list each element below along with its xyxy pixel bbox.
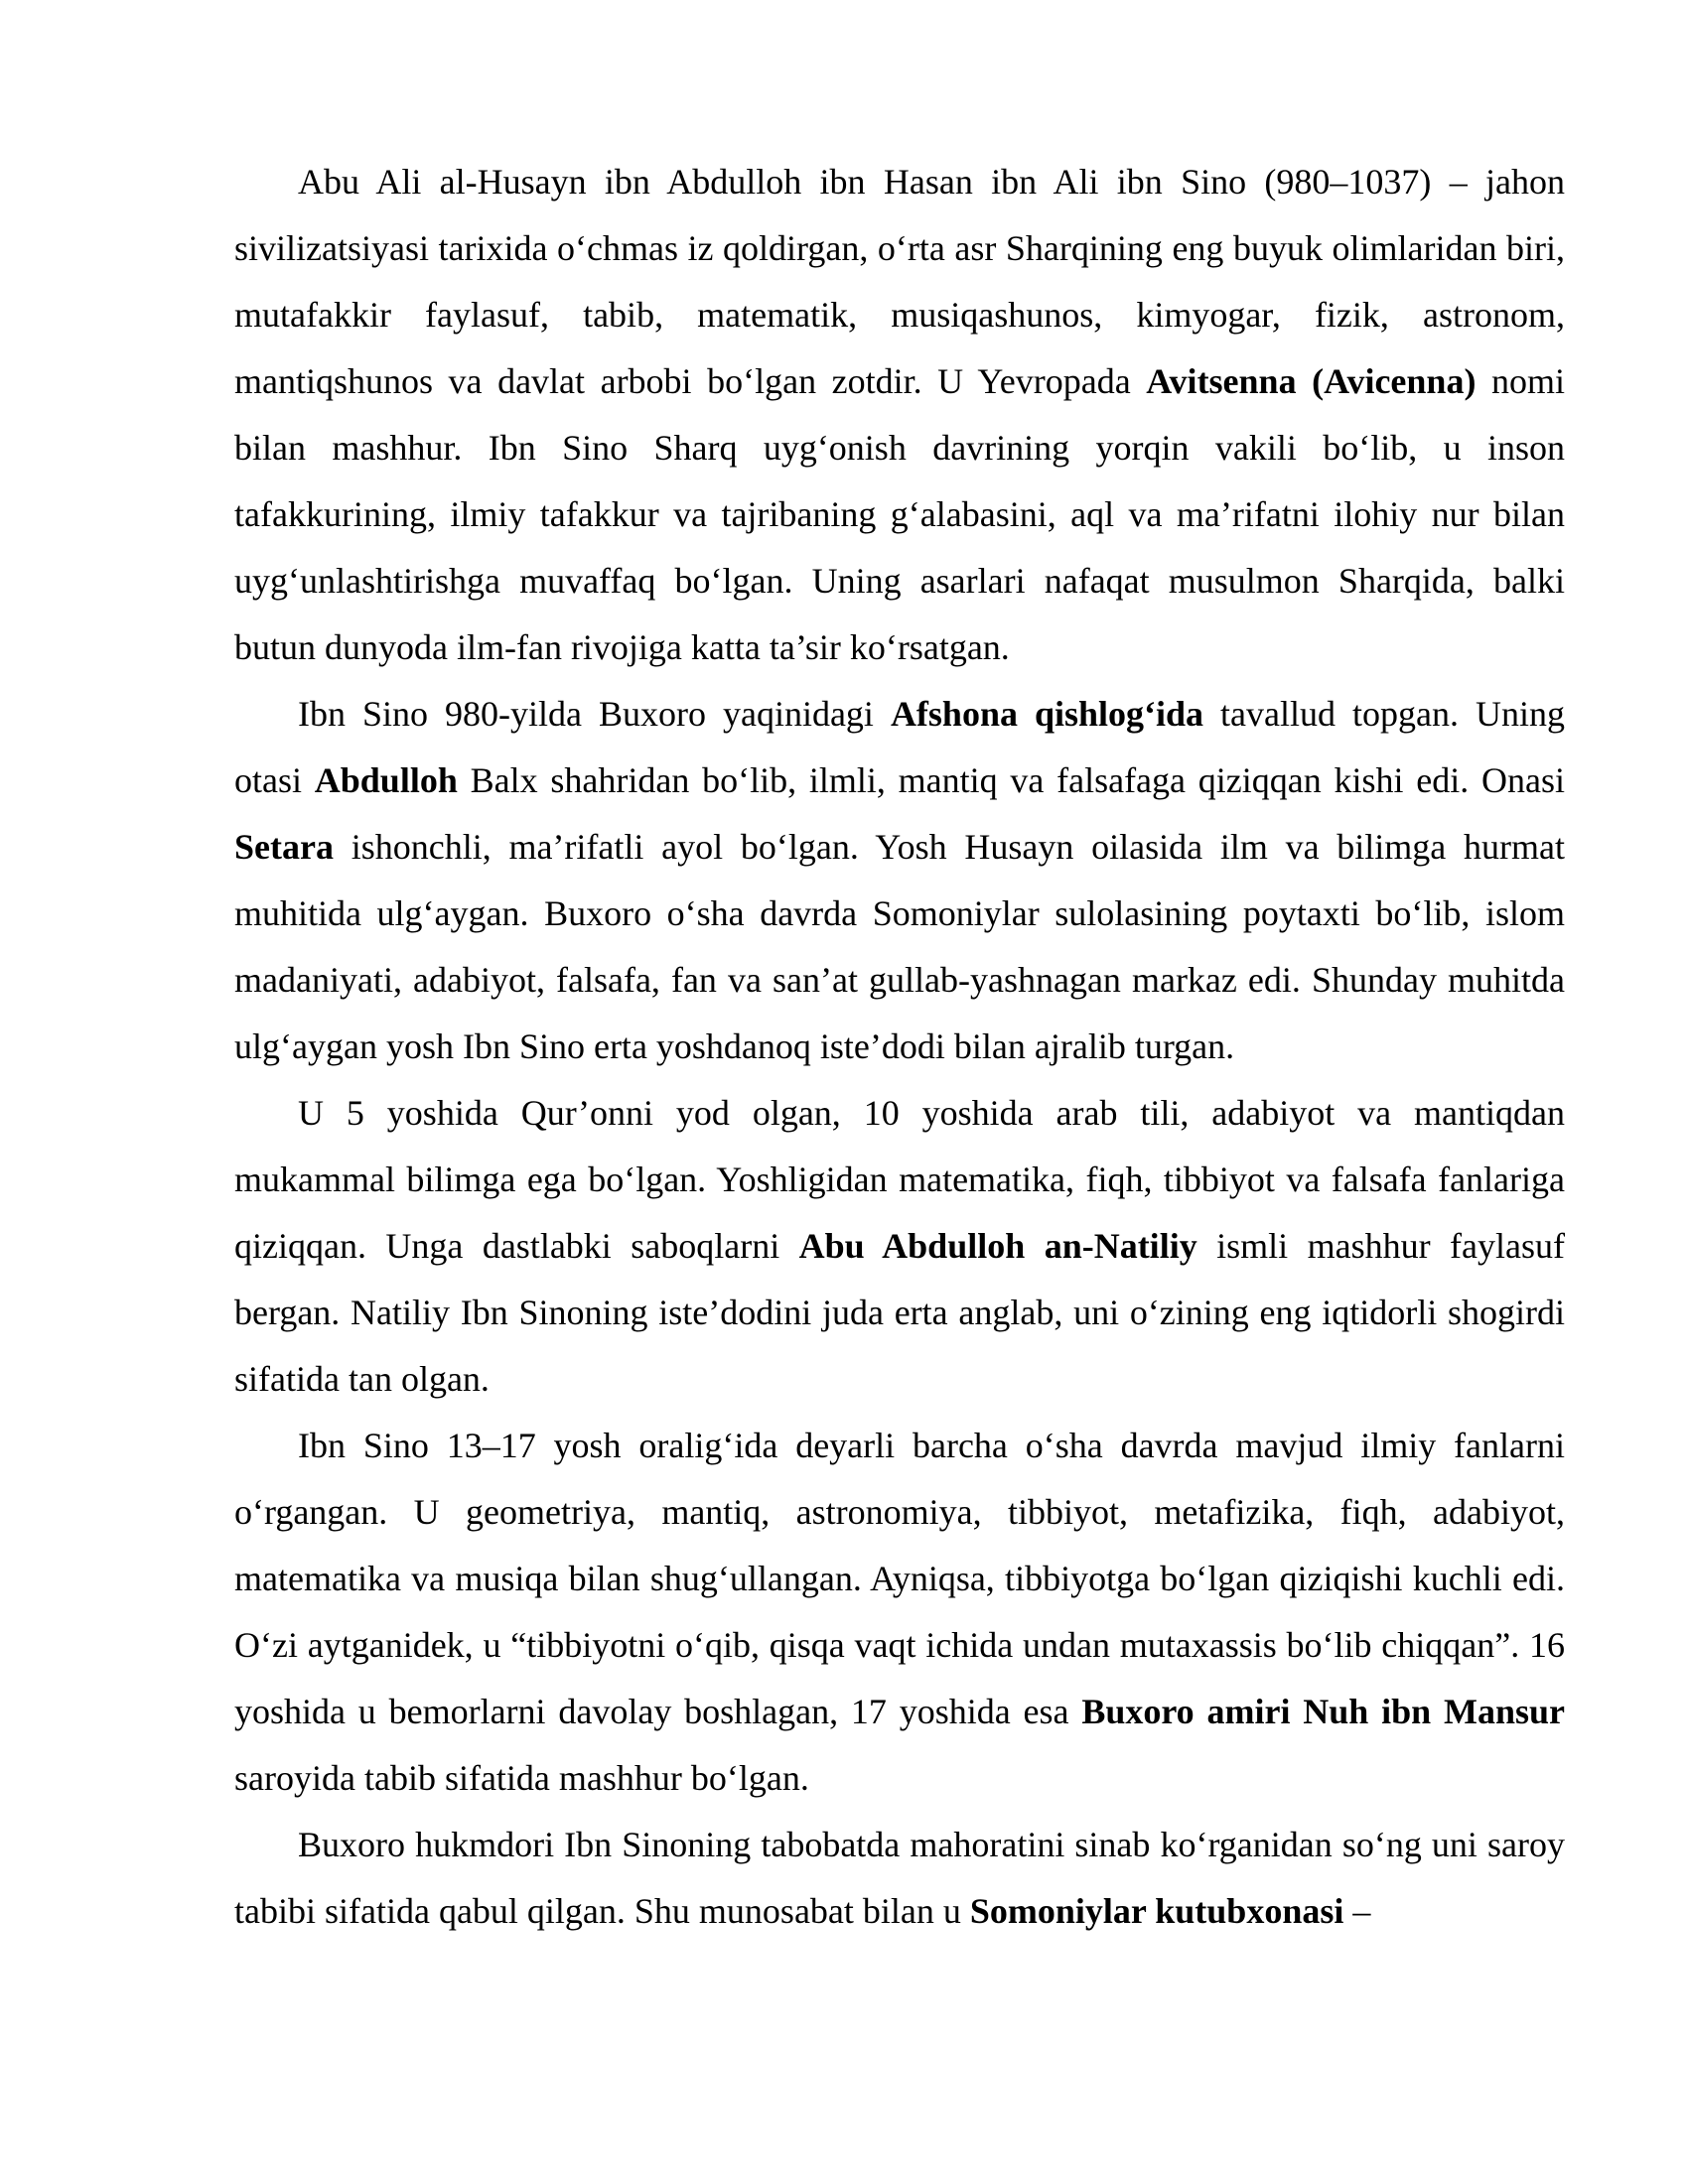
paragraph-2-text-3: Balx shahridan bo‘lib, ilmli, mantiq va falsafaga qiziqqan kishi edi. Onasi — [457, 760, 1565, 800]
body-text — [234, 149, 1565, 1945]
paragraph-4-text-1: Ibn Sino 13–17 yosh oralig‘ida deyarli barcha o‘sha davrda mavjud ilmiy fanlarni o‘rgangan. U geometriya, mantiq, astronomiya, tibbiyot, metafizika, fiqh, adabiyot, matematika va musiqa bilan shug‘ullangan. Ayniqsa, tibbiyotga bo‘lgan qiziqishi kuchli edi. O‘zi aytganidek, u “tibbiyotni o‘qib, qisqa vaqt ichida undan mutaxassis bo‘lib chiqqan”. 16 yoshida u bemorlarni davolay boshlagan, 17 yoshida esa — [234, 1426, 1565, 1731]
paragraph-3-bold-natiliy: Abu Abdulloh an-Natiliy — [798, 1226, 1197, 1266]
paragraph-2-text-1: Ibn Sino 980-yilda Buxoro yaqinidagi — [298, 694, 891, 734]
paragraph-3-text-2: ismli mashhur faylasuf bergan. Natiliy Ibn Sinoning iste’dodini juda erta anglab, uni o‘zining eng iqtidorli shogirdi sifatida tan olgan. — [234, 1226, 1565, 1399]
paragraph-3-text-1: U 5 yoshida Qur’onni yod olgan, 10 yoshida arab tili, adabiyot va mantiqdan mukammal bilimga ega bo‘lgan. Yoshligidan matematika, fiqh, tibbiyot va falsafa fanlariga qiziqqan. Unga dastlabki saboqlarni — [234, 1093, 1565, 1266]
paragraph-5 — [234, 1812, 1565, 1945]
paragraph-1-text-1: Abu Ali al-Husayn ibn Abdulloh ibn Hasan ibn Ali ibn Sino (980–1037) – jahon sivilizatsiyasi tarixida o‘chmas iz qoldirgan, o‘rta asr Sharqining eng buyuk olimlaridan biri, mutafakkir faylasuf, tabib, matematik, musiqashunos, kimyogar, fizik, astronom, mantiqshunos va davlat arbobi bo‘lgan zotdir. U Yevropada — [234, 162, 1565, 401]
paragraph-2-bold-setara: Setara — [234, 827, 334, 867]
paragraph-1 — [234, 149, 1565, 681]
paragraph-2 — [234, 681, 1565, 1080]
paragraph-4-bold-nuh-ibn-mansur: Buxoro amiri Nuh ibn Mansur — [1081, 1692, 1565, 1731]
paragraph-4-text-2: saroyida tabib sifatida mashhur bo‘lgan. — [234, 1758, 809, 1798]
paragraph-4 — [234, 1413, 1565, 1812]
paragraph-3 — [234, 1080, 1565, 1413]
paragraph-1-bold-avitsenna: Avitsenna (Avicenna) — [1146, 361, 1477, 401]
paragraph-5-bold-somoniylar-kutubxonasi: Somoniylar kutubxonasi — [969, 1891, 1344, 1931]
paragraph-5-text-1: Buxoro hukmdori Ibn Sinoning tabobatda mahoratini sinab ko‘rganidan so‘ng uni saroy tabibi sifatida qabul qilgan. Shu munosabat bilan u — [234, 1825, 1565, 1931]
paragraph-1-text-2: nomi bilan mashhur. Ibn Sino Sharq uyg‘onish davrining yorqin vakili bo‘lib, u inson tafakkurining, ilmiy tafakkur va tajribaning g‘alabasini, aql va ma’rifatni ilohiy nur bilan uyg‘unlashtirishga muvaffaq bo‘lgan. Uning asarlari nafaqat musulmon Sharqida, balki butun dunyoda ilm-fan rivojiga katta ta’sir ko‘rsatgan. — [234, 361, 1565, 667]
paragraph-2-text-2: tavallud topgan. Uning otasi — [234, 694, 1565, 800]
paragraph-2-text-4: ishonchli, ma’rifatli ayol bo‘lgan. Yosh Husayn oilasida ilm va bilimga hurmat muhitida ulg‘aygan. Buxoro o‘sha davrda Somoniylar sulolasining poytaxti bo‘lib, islom madaniyati, adabiyot, falsafa, fan va san’at gullab-yashnagan markaz edi. Shunday muhitda ulg‘aygan yosh Ibn Sino erta yoshdanoq iste’dodi bilan ajralib turgan. — [234, 827, 1565, 1066]
paragraph-5-text-2: – — [1343, 1891, 1371, 1931]
paragraph-2-bold-abdulloh: Abdulloh — [314, 760, 458, 800]
paragraph-2-bold-afshona: Afshona qishlog‘ida — [890, 694, 1204, 734]
